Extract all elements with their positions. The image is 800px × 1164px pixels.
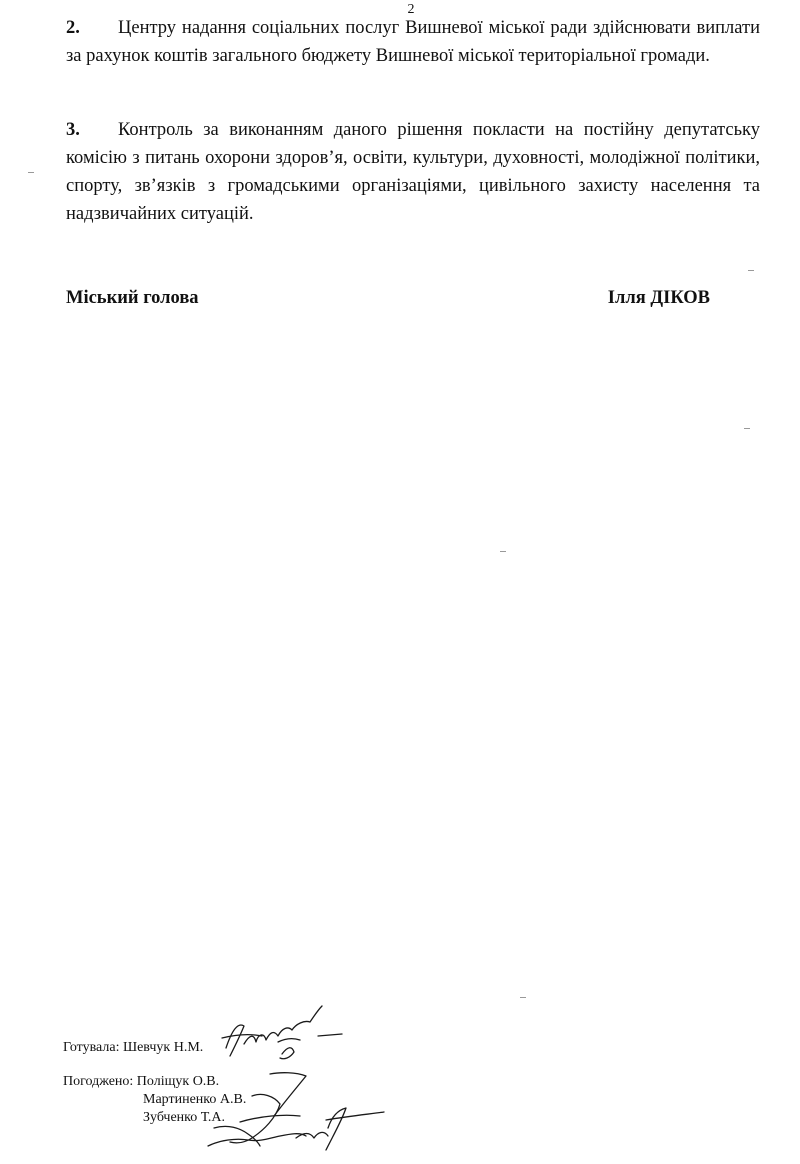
agreed-by: Погоджено: Поліщук О.В. <box>63 1074 220 1089</box>
scan-mark <box>748 270 754 271</box>
paragraph-3 <box>66 116 760 228</box>
paragraph-number: 3. <box>66 120 80 140</box>
scan-mark <box>520 997 526 998</box>
agreed-by-2: Мартиненко А.В. <box>143 1092 247 1107</box>
scan-mark <box>28 172 34 173</box>
paragraph-2 <box>66 14 760 70</box>
scan-mark <box>500 551 506 552</box>
signatory-role: Міський голова <box>66 288 199 308</box>
page-number: 2 <box>407 2 415 17</box>
scan-mark <box>744 428 750 429</box>
signatory-name: Ілля ДІКОВ <box>607 288 710 308</box>
paragraph-number: 2. <box>66 18 80 38</box>
prepared-by: Готувала: Шевчук Н.М. <box>63 1040 204 1055</box>
paragraph-text: Контроль за виконанням даного рішення покласти на постійну депутатську комісію з питань охорони здоров’я, освіти, культури, духовності, молодіжної політики, спорту, зв’язків з громадськими організаціями, цивільного захисту населення та надзвичайних ситуацій. <box>66 120 760 224</box>
handwritten-signature-agreed <box>200 1066 390 1158</box>
agreed-by-3: Зубченко Т.А. <box>143 1110 226 1125</box>
handwritten-signature-prepared <box>218 1000 358 1070</box>
paragraph-text: Центру надання соціальних послуг Вишневої міської ради здійснювати виплати за рахунок коштів загального бюджету Вишневої міської територіальної громади. <box>66 18 760 66</box>
